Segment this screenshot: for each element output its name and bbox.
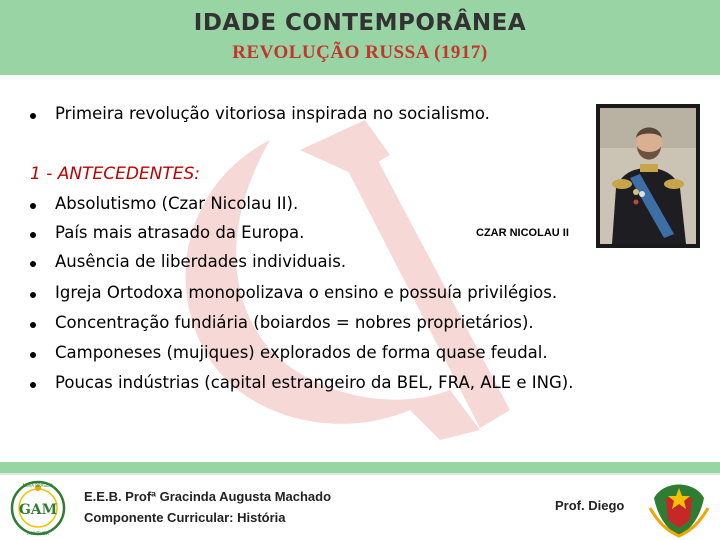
- intro-text: Primeira revolução vitoriosa inspirada no socialismo.: [55, 104, 490, 123]
- bullet-dot: [30, 113, 36, 119]
- teacher-name: Prof. Diego: [555, 498, 625, 513]
- bullet-dot: [30, 322, 36, 328]
- slide-title: IDADE CONTEMPORÂNEA: [193, 10, 527, 36]
- bullet-dot: [30, 292, 36, 298]
- bullet-dot: [30, 232, 36, 238]
- logo-top-text: NOVA BRASILIA: [22, 483, 54, 488]
- section-heading: 1 - ANTECEDENTES:: [30, 164, 201, 184]
- bullet-dot: [30, 203, 36, 209]
- list-item: Poucas indústrias (capital estrangeiro da BEL, FRA, ALE e ING).: [55, 373, 574, 392]
- bullet-dot: [30, 261, 36, 267]
- czar-portrait-image: [596, 104, 700, 248]
- state-crest-icon: [644, 478, 714, 538]
- school-logo-icon: [6, 478, 70, 538]
- portrait-figure-icon: [600, 108, 696, 244]
- footer-divider: [0, 473, 720, 475]
- slide-subtitle: REVOLUÇÃO RUSSA (1917): [232, 42, 488, 63]
- course-name: Componente Curricular: História: [84, 510, 286, 525]
- bullet-dot: [30, 352, 36, 358]
- list-item: Absolutismo (Czar Nicolau II).: [55, 194, 299, 213]
- list-item: País mais atrasado da Europa.: [55, 223, 305, 242]
- bullet-dot: [30, 382, 36, 388]
- school-name: E.E.B. Profª Gracinda Augusta Machado: [84, 489, 332, 504]
- hammer-sickle-watermark-icon: [150, 110, 540, 450]
- list-item: Camponeses (mujiques) explorados de forma quase feudal.: [55, 343, 548, 362]
- list-item: Ausência de liberdades individuais.: [55, 252, 347, 271]
- list-item: Igreja Ortodoxa monopolizava o ensino e possuía privilégios.: [55, 283, 558, 302]
- footer-band: [0, 462, 720, 473]
- list-item: Concentração fundiária (boiardos = nobres proprietários).: [55, 313, 534, 332]
- logo-bottom-text: IMBITUBA: [27, 532, 49, 537]
- logo-letters: GAM: [18, 502, 58, 518]
- portrait-caption: CZAR NICOLAU II: [476, 227, 569, 239]
